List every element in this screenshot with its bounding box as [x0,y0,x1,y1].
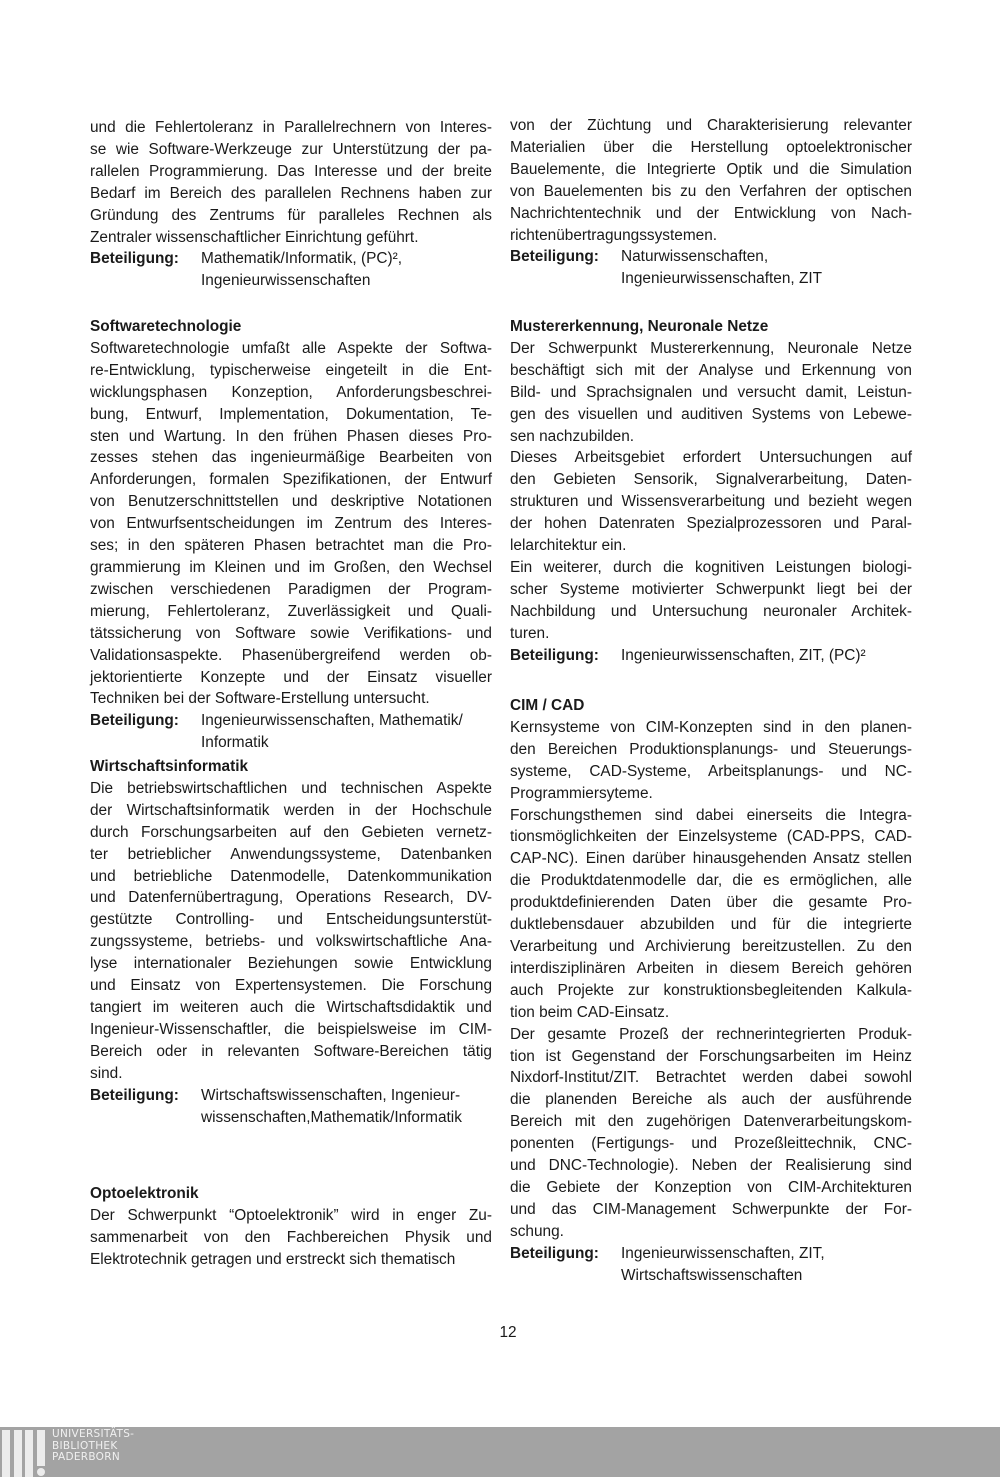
text-line: die Produktdatenmodelle dar, die es ermöglichen, alle [510,872,912,890]
paragraph [510,557,912,645]
text-line: Kernsysteme von CIM-Konzepten sind in den planen- [510,718,912,736]
section [510,695,912,1286]
text-line: tätssicherung von Software sowie Verifikations- und [90,624,492,642]
section [90,117,492,292]
section-heading: Mustererkennung, Neuronale Netze [510,318,769,335]
text-line: und betriebliche Datenmodelle, Datenkommunikation [90,867,492,885]
text-line: wicklungsphasen Konzeption, Anforderungsbeschrei- [90,383,492,401]
text-line: Gründung des Zentrums für paralleles Rechnen als [90,206,492,224]
text-line: Programmiersyteme. [510,784,653,802]
participation-line: Ingenieurwissenschaften, Mathematik/ [201,712,463,730]
text-line: den Gebieten Sensorik, Signalverarbeitung, Daten- [510,471,912,489]
text-line: den Bereichen Produktionsplanungs- und Steuerungs- [510,740,912,758]
page-number: 12 [499,1324,517,1341]
text-line: scher Systeme motivierter Schwerpunkt liegt bei der [510,580,912,598]
text-line: Zentraler wissenschaftlicher Einrichtung geführt. [90,228,419,246]
text-line: schung. [510,1222,564,1240]
text-line: von der Züchtung und Charakterisierung relevanter [510,117,912,134]
text-line: mierung, Fehlertoleranz, Zuverlässigkeit und Quali- [90,602,492,620]
participation-values [621,1243,825,1287]
participation-label: Beteiligung: [510,1244,599,1262]
text-line: ponenten (Fertigungs- und Prozeßleittechnik, CNC- [510,1135,912,1153]
participation-label: Beteiligung: [90,1086,179,1104]
section [510,316,912,667]
participation [90,1085,492,1129]
participation [90,248,492,292]
text-line: re-Entwicklung, typischerweise eingeteilt in die Ent- [90,361,492,379]
section-heading: Optoelektronik [90,1185,199,1202]
text-line: turen. [510,624,550,642]
text-line: sen nachzubilden. [510,427,635,445]
text-line: gestützte Controlling- und Entscheidungsunterstüt- [90,911,492,929]
text-line: sind. [90,1064,123,1082]
participation-values [201,248,402,292]
text-line: Der Schwerpunkt “Optoelektronik” wird in enger Zu- [90,1206,492,1224]
text-line: tionsmöglichkeiten der Einzelsysteme (CAD-PPS, CAD- [510,828,912,846]
text-line: und das CIM-Management Schwerpunkte der For- [510,1200,912,1218]
paragraph [90,117,492,248]
text-line: der Wirtschaftsinformatik werden in der Hochschule [90,801,492,819]
text-line: grammierung im Kleinen und im Großen, den Wechsel [90,558,492,576]
text-line: Dieses Arbeitsgebiet erfordert Untersuchungen auf [510,449,912,467]
text-line: und die Fehlertoleranz in Parallelrechnern von Interes- [90,119,492,136]
participation-line: Informatik [201,734,269,752]
text-line: Validationsaspekte. Phasenübergreifend werden ob- [90,646,492,664]
text-line: CAP-NC). Einen darüber hinausgehenden Ansatz stellen [510,850,912,868]
section-heading: Softwaretechnologie [90,318,242,335]
participation-line: Naturwissenschaften, [621,248,769,266]
text-line: Der Schwerpunkt Mustererkennung, Neuronale Netze [510,339,912,357]
section-heading: Wirtschaftsinformatik [90,758,249,775]
participation-values [201,710,463,754]
participation-values [621,246,822,290]
text-line: die Gebiete der Konzeption von CIM-Architekturen [510,1178,912,1196]
text-line: und Datenfernübertragung, Operations Research, DV- [90,889,492,907]
participation-label: Beteiligung: [510,646,599,664]
logo-line: UNIVERSITÄTS- [52,1428,135,1440]
participation-line: Wirtschaftswissenschaften [621,1266,803,1284]
logo-line: PADERBORN [52,1451,120,1463]
text-line: von Bauelementen bis zu den Verfahren der optischen [510,182,912,200]
text-line: tion ist Gegenstand der Forschungsarbeiten im Heinz [510,1047,912,1065]
text-line: zungssysteme, betriebs- und volkswirtschaftliche Ana- [90,933,492,951]
library-footer-bar [0,1427,1000,1477]
text-line: lelarchitektur ein. [510,537,627,555]
text-line: und Einsatz von Expertensystemen. Die Forschung [90,977,492,995]
text-line: sammenarbeit von den Fachbereichen Physik und [90,1228,492,1246]
text-line: Ingenieur-Wissenschaftler, die beispielsweise im CIM- [90,1020,492,1038]
participation-line: Mathematik/Informatik, (PC)², [201,250,402,268]
text-line: interdisziplinären Arbeiten in diesem Bereich gehören [510,959,912,977]
text-line: Nachrichtentechnik und der Entwicklung von Nach- [510,204,912,222]
participation-values [201,1085,462,1129]
text-line: durch Forschungsarbeiten auf den Gebieten vernetz- [90,823,492,841]
text-line: zwischen verschiedenen Paradigmen der Program- [90,580,492,598]
library-logo-text [52,1429,134,1464]
participation-label: Beteiligung: [510,248,599,266]
text-line: der hohen Datenraten Spezialprozessoren und Paral- [510,515,912,533]
paragraph [510,447,912,557]
participation [90,710,492,754]
section [90,316,492,754]
text-line: Verarbeitung und Archivierung bereitzustellen. Zu den [510,937,912,955]
paragraph [510,115,912,246]
text-line: Materialien über die Herstellung optoelektronischer [510,138,912,156]
text-line: sten und Wartung. In den frühen Phasen dieses Pro- [90,427,492,445]
text-line: und DNC-Technologie). Neben der Realisierung sind [510,1157,912,1175]
section [90,756,492,1128]
participation [510,246,912,290]
text-line: Forschungsthemen sind dabei einerseits die Integra- [510,806,912,824]
participation-line: Ingenieurwissenschaften, ZIT, (PC)² [621,646,866,664]
participation-line: wissenschaften,Mathematik/Informatik [201,1108,462,1126]
text-line: Der gesamte Prozeß der rechnerintegrierten Produk- [510,1025,912,1043]
text-line: Nixdorf-Institut/ZIT. Betrachtet werden dabei sowohl [510,1069,912,1087]
text-line: Bild- und Sprachsignalen und versucht damit, Leistun- [510,383,912,401]
participation-line: Ingenieurwissenschaften, ZIT, [621,1244,825,1262]
text-line: Techniken bei der Software-Erstellung untersucht. [90,690,430,708]
participation [510,645,912,667]
text-line: strukturen und Wissensverarbeitung und bezieht wegen [510,493,912,511]
section [510,115,912,290]
text-line: Ein weiterer, durch die kognitiven Leistungen biologi- [510,558,912,576]
text-line: von Benutzerschnittstellen und deskriptive Notationen [90,493,492,511]
text-line: Bauelemente, die Integrierte Optik und die Simulation [510,160,912,178]
text-line: von Entwurfsentscheidungen im Zentrum des Interes- [90,515,492,533]
paragraph [510,338,912,448]
text-line: Anforderungen, formalen Spezifikationen, der Entwurf [90,471,492,489]
text-line: systeme, CAD-Systeme, Arbeitsplanungs- und NC- [510,762,912,780]
text-line: die planenden Bereiche als auch der ausführende [510,1091,912,1109]
text-line: Elektrotechnik getragen und erstreckt sich thematisch [90,1250,456,1268]
participation-values [621,645,866,667]
paragraph [510,717,912,805]
text-line: richtenübertragungssystemen. [510,226,718,244]
paragraph [90,778,492,1085]
text-line: tangiert im weiteren auch die Wirtschaftsdidaktik und [90,998,492,1016]
participation-line: Ingenieurwissenschaften [201,272,371,290]
text-line: Softwaretechnologie umfaßt alle Aspekte der Softwa- [90,339,492,357]
participation-label: Beteiligung: [90,712,179,730]
section-heading: CIM / CAD [510,697,585,714]
logo-line: BIBLIOTHEK [52,1439,118,1452]
text-line: ses; in den späteren Phasen betrachtet man die Pro- [90,537,492,555]
paragraph [90,1205,492,1271]
paragraph [510,805,912,1024]
participation [510,1243,912,1287]
participation-label: Beteiligung: [90,250,179,268]
text-line: rallelen Programmierung. Das Interesse und der breite [90,162,492,180]
text-line: Nachbildung und Untersuchung neuronaler Architek- [510,602,912,620]
text-line: Bereich oder in relevanten Software-Bereichen tätig [90,1042,492,1060]
section [90,1183,492,1271]
text-line: Bedarf im Bereich des parallelen Rechnens haben zur [90,184,492,202]
text-line: zesses stehen das ingenieurmäßige Bearbeiten von [90,449,492,467]
participation-line: Ingenieurwissenschaften, ZIT [621,270,823,288]
paragraph [90,338,492,710]
text-line: jektorientierte Konzepte und der Einsatz visueller [90,668,492,686]
text-line: lyse internationaler Beziehungen sowie Entwicklung [90,955,492,973]
text-line: duktlebensdauer abzubilden und für die integrierte [510,916,912,934]
paragraph [510,1024,912,1243]
text-line: auch Projekte zur konstruktionsbegleitenden Kalkula- [510,981,912,999]
text-line: ter betrieblicher Anwendungssysteme, Datenbanken [90,845,492,863]
participation-line: Wirtschaftswissenschaften, Ingenieur- [201,1086,461,1104]
text-line: gen des visuellen und auditiven Systems von Lebewe- [510,405,912,423]
text-line: tion beim CAD-Einsatz. [510,1003,670,1021]
text-line: Bereich mit den zugehörigen Datenverarbeitungskom- [510,1113,912,1131]
text-line: beschäftigt sich mit der Analyse und Erkennung von [510,361,912,379]
text-line: Die betriebswirtschaftlichen und technischen Aspekte [90,779,492,797]
text-line: produktdefinierenden Daten über die gesamte Pro- [510,894,912,912]
text-line: se wie Software-Werkzeuge zur Unterstützung der pa- [90,140,492,158]
text-line: bung, Entwurf, Implementation, Dokumentation, Te- [90,405,492,423]
